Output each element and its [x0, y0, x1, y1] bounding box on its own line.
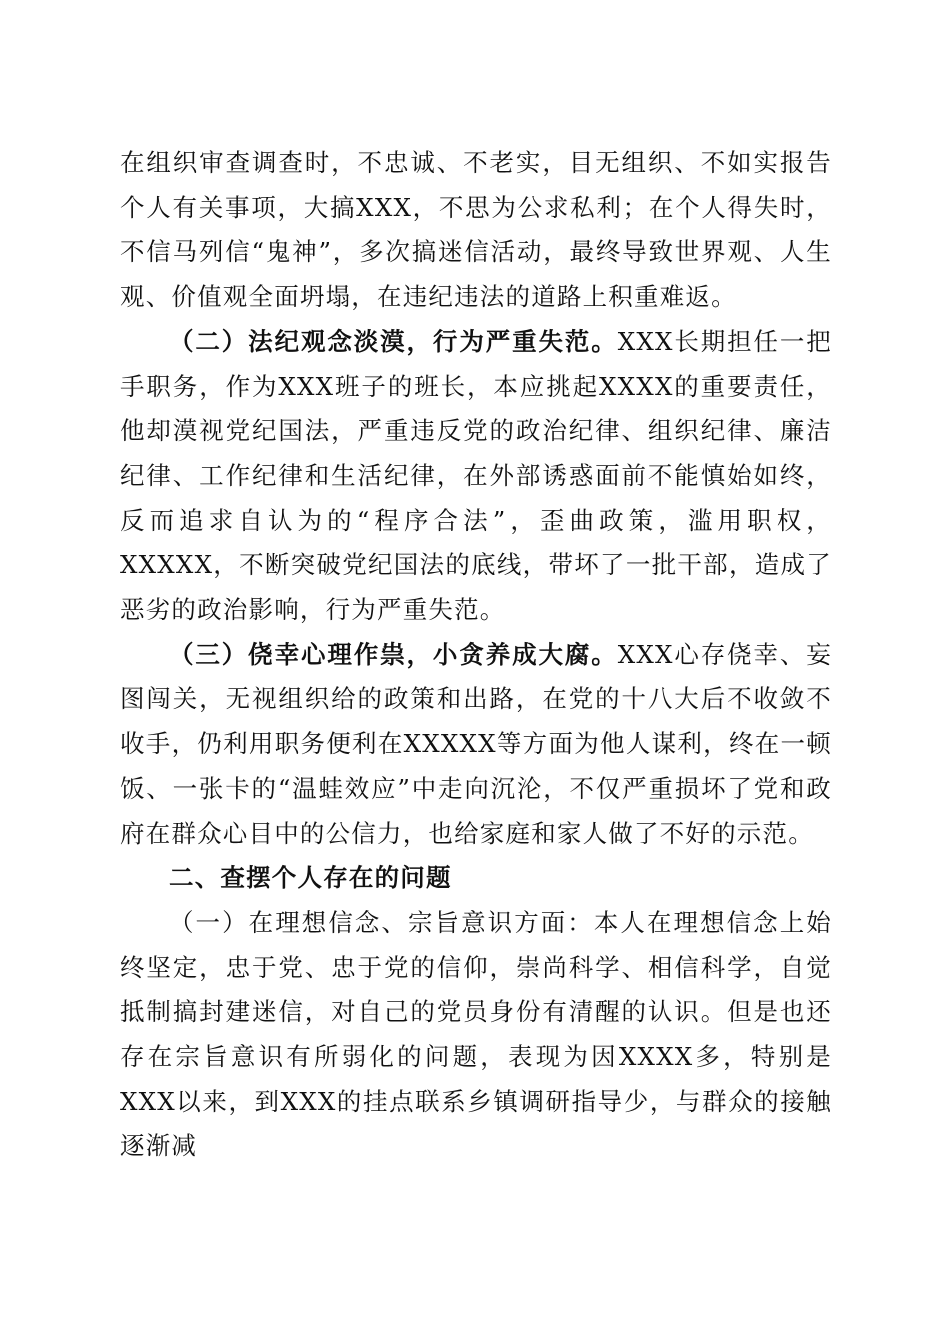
document-body — [120, 141, 832, 1169]
paragraph-ideals-beliefs — [120, 901, 832, 1169]
paragraph-lead: （一）在理想信念、宗旨意识方面： — [169, 907, 594, 937]
paragraph-continuation — [120, 141, 832, 320]
paragraph-luck-mentality — [120, 633, 832, 857]
section-heading: 二、查摆个人存在的问题 — [169, 863, 452, 893]
paragraph-text: XXX心存侥幸、妄图闯关，无视组织给的政策和出路，在党的十八大后不收敛不收手，仍利用职务便利在XXXXX等方面为他人谋利，终在一顿饭、一张卡的“温蛙效应”中走向沉沦，不仅严重损坏了党和政府在群众心目中的公信力，也给家庭和家人做了不好的示范。 — [120, 639, 832, 848]
paragraph-text: XXX长期担任一把手职务，作为XXX班子的班长，本应挑起XXXX的重要责任，他却漠视党纪国法，严重违反党的政治纪律、组织纪律、廉洁纪律、工作纪律和生活纪律，在外部诱惑面前不能慎始如终，反而追求自认为的“程序合法”，歪曲政策，滥用职权，XXXXX，不断突破党纪国法的底线，带坏了一批干部，造成了恶劣的政治影响，行为严重失范。 — [120, 326, 832, 625]
paragraph-lead: （二）法纪观念淡漠，行为严重失范。 — [169, 326, 618, 356]
paragraph-law-discipline — [120, 320, 832, 633]
paragraph-lead: （三）侥幸心理作祟，小贪养成大腐。 — [169, 639, 618, 669]
paragraph-text: 本人在理想信念上始终坚定，忠于党、忠于党的信仰，崇尚科学、相信科学，自觉抵制搞封建迷信，对自己的党员身份有清醒的认识。但是也还存在宗旨意识有所弱化的问题，表现为因XXXX多，特别是XXX以来，到XXX的挂点联系乡镇调研指导少，与群众的接触逐渐减 — [120, 907, 832, 1161]
paragraph-text: 在组织审查调查时，不忠诚、不老实，目无组织、不如实报告个人有关事项，大搞XXX，不思为公求私利；在个人得失时，不信马列信“鬼神”，多次搞迷信活动，最终导致世界观、人生观、价值观全面坍塌，在违纪违法的道路上积重难返。 — [120, 148, 832, 312]
